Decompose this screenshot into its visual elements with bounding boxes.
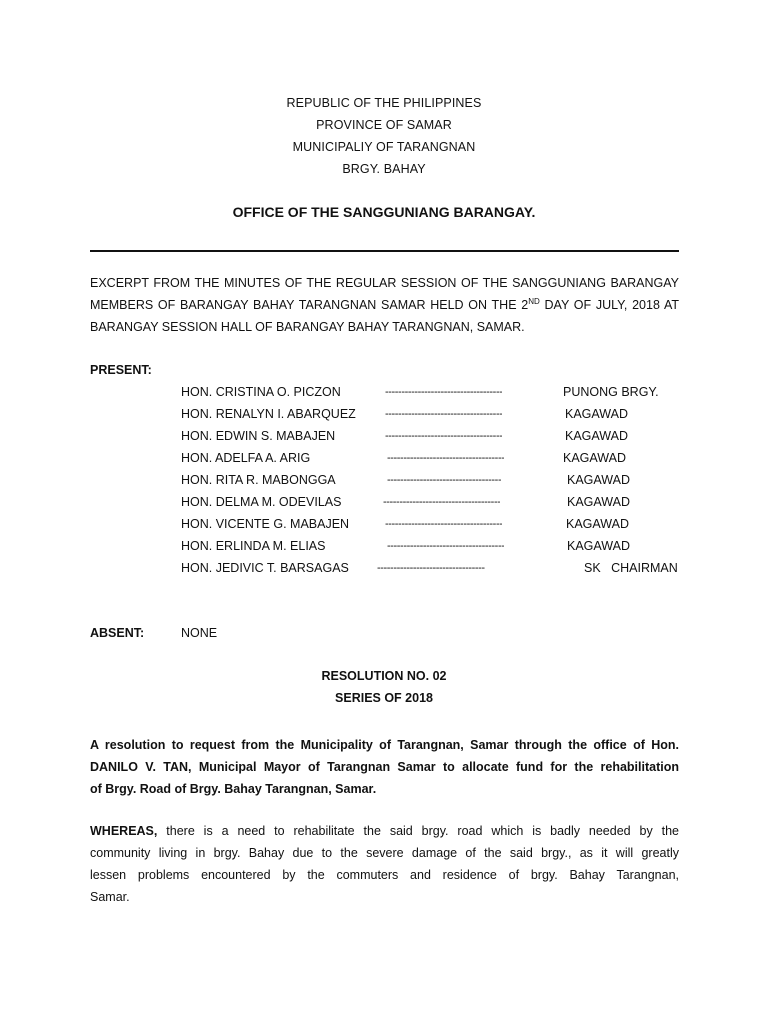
member-position: KAGAWAD bbox=[567, 539, 630, 553]
resolution-title-line: DANILO V. TAN, Municipal Mayor of Tarangnan Samar to allocate fund for the rehabilitation bbox=[90, 760, 679, 774]
member-name: HON. JEDIVIC T. BARSAGAS bbox=[181, 561, 349, 575]
member-name: HON. EDWIN S. MABAJEN bbox=[181, 429, 336, 443]
resolution-title-line: of Brgy. Road of Brgy. Bahay Tarangnan, Samar. bbox=[90, 782, 377, 796]
header-divider bbox=[90, 250, 679, 252]
present-label: PRESENT: bbox=[90, 363, 152, 377]
member-dash-leader: ------------------------------------ bbox=[385, 518, 503, 530]
whereas-line: lessen problems encountered by the commuters and residence of brgy. Bahay Tarangnan, bbox=[90, 868, 679, 882]
header-province: PROVINCE OF SAMAR bbox=[316, 118, 452, 132]
member-position: KAGAWAD bbox=[567, 473, 630, 487]
member-name: HON. RENALYN I. ABARQUEZ bbox=[181, 407, 356, 421]
member-dash-leader: --------------------------------- bbox=[377, 562, 485, 574]
header-republic: REPUBLIC OF THE PHILIPPINES bbox=[286, 96, 482, 110]
absent-label: ABSENT: bbox=[90, 626, 145, 640]
member-dash-leader: ------------------------------------ bbox=[385, 430, 503, 442]
member-name: HON. VICENTE G. MABAJEN bbox=[181, 517, 350, 531]
member-name: HON. ERLINDA M. ELIAS bbox=[181, 539, 326, 553]
header-barangay: BRGY. BAHAY bbox=[342, 162, 426, 176]
whereas-line: community living in brgy. Bahay due to the severe damage of the said brgy., as it will greatly bbox=[90, 846, 679, 860]
member-name: HON. CRISTINA O. PICZON bbox=[181, 385, 341, 399]
member-position: KAGAWAD bbox=[565, 429, 628, 443]
member-name: HON. ADELFA A. ARIG bbox=[181, 451, 311, 465]
office-title: OFFICE OF THE SANGGUNIANG BARANGAY. bbox=[232, 204, 536, 220]
member-position: KAGAWAD bbox=[567, 495, 630, 509]
absent-value: NONE bbox=[181, 626, 218, 640]
member-position: PUNONG BRGY. bbox=[563, 385, 659, 399]
excerpt-line: BARANGAY SESSION HALL OF BARANGAY BAHAY TARANGNAN, SAMAR. bbox=[90, 320, 525, 334]
whereas-line: Samar. bbox=[90, 890, 130, 904]
excerpt-line: EXCERPT FROM THE MINUTES OF THE REGULAR SESSION OF THE SANGGUNIANG BARANGAY bbox=[90, 276, 679, 290]
resolution-series: SERIES OF 2018 bbox=[335, 691, 433, 705]
header-municipality: MUNICIPALIY OF TARANGNAN bbox=[292, 140, 476, 154]
resolution-title-line: A resolution to request from the Municipality of Tarangnan, Samar through the office of Hon. bbox=[90, 738, 679, 752]
member-dash-leader: ------------------------------------ bbox=[385, 386, 503, 398]
resolution-title bbox=[90, 734, 679, 800]
resolution-number: RESOLUTION NO. 02 bbox=[321, 669, 447, 683]
member-position: KAGAWAD bbox=[565, 407, 628, 421]
member-name: HON. RITA R. MABONGGA bbox=[181, 473, 336, 487]
member-position: KAGAWAD bbox=[566, 517, 629, 531]
whereas-line: WHEREAS, there is a need to rehabilitate the said brgy. road which is badly needed by the bbox=[90, 824, 679, 838]
member-dash-leader: ------------------------------------ bbox=[387, 540, 505, 552]
whereas-paragraph bbox=[90, 820, 679, 908]
member-dash-leader: ----------------------------------- bbox=[387, 474, 502, 486]
excerpt-paragraph bbox=[90, 272, 679, 338]
whereas-lead: WHEREAS, bbox=[90, 824, 158, 838]
member-dash-leader: ------------------------------------ bbox=[387, 452, 505, 464]
member-name: HON. DELMA M. ODEVILAS bbox=[181, 495, 342, 509]
member-dash-leader: ------------------------------------ bbox=[383, 496, 501, 508]
member-position: KAGAWAD bbox=[563, 451, 626, 465]
excerpt-line: MEMBERS OF BARANGAY BAHAY TARANGNAN SAMAR HELD ON THE 2ND DAY OF JULY, 2018 AT bbox=[90, 296, 679, 312]
member-position: SK CHAIRMAN bbox=[584, 561, 678, 575]
member-dash-leader: ------------------------------------ bbox=[385, 408, 503, 420]
